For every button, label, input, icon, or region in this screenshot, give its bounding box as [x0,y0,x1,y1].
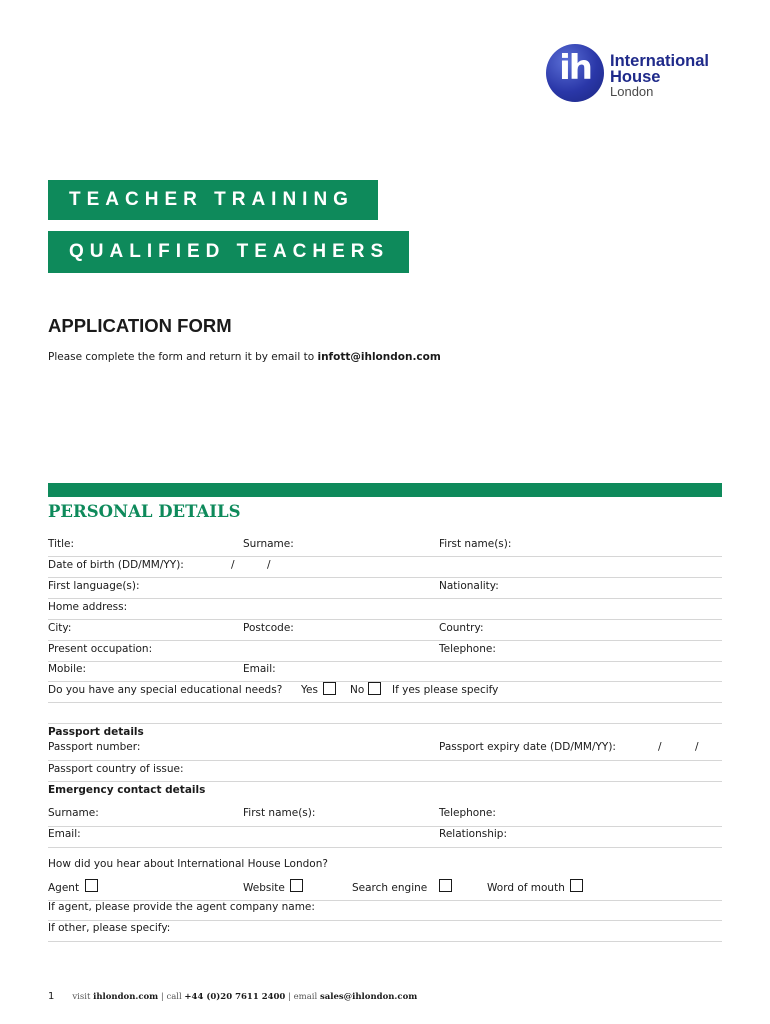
footer-site-link[interactable]: ihlondon.com [93,992,159,1002]
home-address-label: Home address: [48,601,128,613]
mobile-label: Mobile: [48,663,86,675]
website-checkbox[interactable] [290,879,303,892]
country-label: Country: [439,622,484,634]
form-title: APPLICATION FORM [48,315,232,336]
postcode-label: Postcode: [243,622,294,634]
dob-slash-1: / [231,559,235,571]
word-of-mouth-label: Word of mouth [487,882,565,894]
row-other-specify [48,921,722,942]
section-divider-bar [48,483,722,497]
row-passport-country [48,761,722,782]
dob-label: Date of birth (DD/MM/YY): [48,559,184,571]
sen-no-label: No [350,684,365,696]
row-emergency-names [48,806,722,827]
banner-teacher-training: TEACHER TRAINING [48,180,378,220]
emergency-telephone-label: Telephone: [439,807,496,819]
email-label: Email: [243,663,276,675]
first-language-label: First language(s): [48,580,140,592]
occupation-label: Present occupation: [48,643,153,655]
dob-slash-2: / [267,559,271,571]
emergency-relationship-label: Relationship: [439,828,507,840]
passport-heading: Passport details [48,726,144,738]
footer-visit: visit [72,992,94,1002]
logo-line-1: International [610,52,710,70]
emergency-first-names-label: First name(s): [243,807,316,819]
passport-expiry-label: Passport expiry date (DD/MM/YY): [439,741,616,753]
footer-phone: +44 (0)20 7611 2400 [184,992,286,1002]
sen-specify-label: If yes please specify [392,684,499,696]
word-of-mouth-checkbox[interactable] [570,879,583,892]
intro-email-link[interactable]: infott@ihlondon.com [317,351,441,363]
row-passport-number [48,740,722,761]
sen-yes-label: Yes [301,684,318,696]
first-names-label: First name(s): [439,538,512,550]
agent-label: Agent [48,882,80,894]
surname-label: Surname: [243,538,294,550]
row-agent-company [48,900,722,921]
sen-question-label: Do you have any special educational needs? [48,684,283,696]
ih-logo-mark: ih [559,48,591,88]
search-engine-checkbox[interactable] [439,879,452,892]
row-emergency-email [48,827,722,848]
nationality-label: Nationality: [439,580,499,592]
footer-email-prefix: | email [285,992,320,1002]
row-occupation [48,641,722,662]
ih-logo [546,44,736,102]
banner-qualified-teachers: QUALIFIED TEACHERS [48,231,409,273]
footer-call: | call [158,992,185,1002]
row-home-address [48,599,722,620]
expiry-slash-1: / [658,741,662,753]
logo-line-3: London [610,84,654,99]
title-label: Title: [48,538,75,550]
form-intro [48,351,441,363]
row-sen-specify-line[interactable] [48,703,722,724]
ih-logo-text [610,53,709,99]
page-number: 1 [48,991,55,1002]
row-title-names [48,536,722,557]
hear-question: How did you hear about International House London? [48,858,328,870]
emergency-surname-label: Surname: [48,807,99,819]
emergency-heading: Emergency contact details [48,784,206,796]
row-dob [48,557,722,578]
passport-number-label: Passport number: [48,741,141,753]
footer-email-link[interactable]: sales@ihlondon.com [319,992,418,1002]
agent-company-label: If agent, please provide the agent company name: [48,901,315,913]
emergency-email-label: Email: [48,828,81,840]
expiry-slash-2: / [695,741,699,753]
website-label: Website [243,882,285,894]
agent-checkbox[interactable] [85,879,98,892]
passport-country-label: Passport country of issue: [48,763,184,775]
other-specify-label: If other, please specify: [48,922,171,934]
sen-yes-checkbox[interactable] [323,682,336,695]
search-engine-label: Search engine [352,882,428,894]
row-city [48,620,722,641]
page-footer [48,991,417,1002]
row-language [48,578,722,599]
row-hear-options [48,879,722,901]
row-mobile [48,661,722,682]
telephone-label: Telephone: [439,643,496,655]
intro-text: Please complete the form and return it by email to [48,351,318,363]
city-label: City: [48,622,72,634]
personal-details-heading: PERSONAL DETAILS [48,502,241,521]
logo-line-2: House [610,68,661,86]
row-sen [48,682,722,703]
sen-no-checkbox[interactable] [368,682,381,695]
